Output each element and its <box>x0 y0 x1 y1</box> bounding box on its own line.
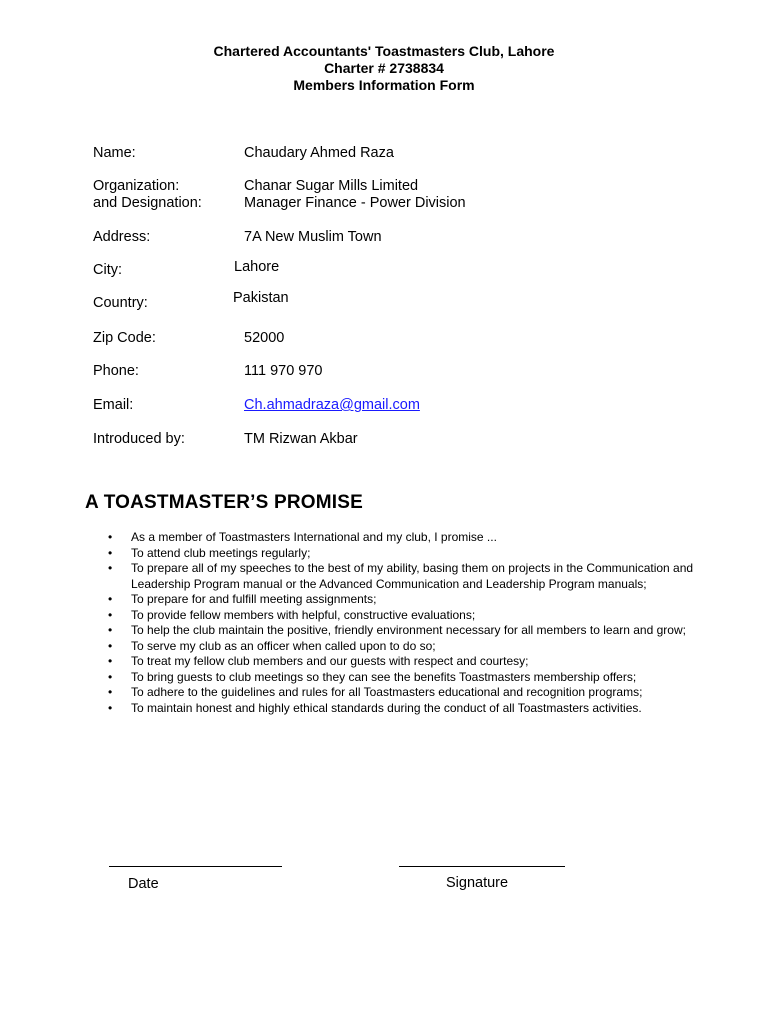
promise-item: • As a member of Toastmasters International and my club, I promise ... <box>108 530 708 546</box>
signature-line <box>399 866 565 867</box>
club-name: Chartered Accountants' Toastmasters Club, Lahore <box>213 43 555 59</box>
promise-list <box>108 530 708 716</box>
promise-item: • To help the club maintain the positive, friendly environment necessary for all members to learn and grow; <box>108 623 708 639</box>
promise-item: • To provide fellow members with helpful, constructive evaluations; <box>108 608 708 624</box>
form-title: Members Information Form <box>293 77 475 93</box>
promise-title: A TOASTMASTER’S PROMISE <box>85 492 364 513</box>
introduced-by-value: TM Rizwan Akbar <box>244 431 358 447</box>
charter-number: Charter # 2738834 <box>324 60 444 76</box>
designation-label: and Designation: <box>93 195 202 211</box>
promise-item: • To maintain honest and highly ethical standards during the conduct of all Toastmasters activities. <box>108 701 708 717</box>
phone-label: Phone: <box>93 363 139 379</box>
email-link[interactable]: Ch.ahmadraza@gmail.com <box>244 397 420 413</box>
promise-item: • To serve my club as an officer when called upon to do so; <box>108 639 708 655</box>
phone-value: 111 970 970 <box>244 363 323 379</box>
organization-value: Chanar Sugar Mills Limited <box>244 178 419 194</box>
date-line <box>109 866 282 867</box>
promise-item: • To adhere to the guidelines and rules for all Toastmasters educational and recognition programs; <box>108 685 708 701</box>
promise-item: • To bring guests to club meetings so they can see the benefits Toastmasters membership offers; <box>108 670 708 686</box>
address-value: 7A New Muslim Town <box>244 229 382 245</box>
designation-value: Manager Finance - Power Division <box>244 195 466 211</box>
city-value: Lahore <box>234 259 280 275</box>
promise-item: • To prepare all of my speeches to the best of my ability, basing them on projects in the Communication and Leadership Program manual or the Advanced Communication and Leadership Program manuals; <box>108 561 708 592</box>
zip-code-value: 52000 <box>244 330 285 346</box>
name-value: Chaudary Ahmed Raza <box>244 145 394 161</box>
date-label: Date <box>128 876 159 892</box>
country-label: Country: <box>93 295 148 311</box>
name-label: Name: <box>93 145 136 161</box>
organization-label: Organization: <box>93 178 180 194</box>
address-label: Address: <box>93 229 151 245</box>
signature-label: Signature <box>446 875 509 891</box>
promise-item: • To treat my fellow club members and our guests with respect and courtesy; <box>108 654 708 670</box>
city-label: City: <box>93 262 122 278</box>
promise-item: • To attend club meetings regularly; <box>108 546 708 562</box>
zip-code-label: Zip Code: <box>93 330 156 346</box>
email-label: Email: <box>93 397 134 413</box>
introduced-by-label: Introduced by: <box>93 431 185 447</box>
promise-item: • To prepare for and fulfill meeting assignments; <box>108 592 708 608</box>
country-value: Pakistan <box>233 290 289 306</box>
form-header <box>0 43 768 94</box>
